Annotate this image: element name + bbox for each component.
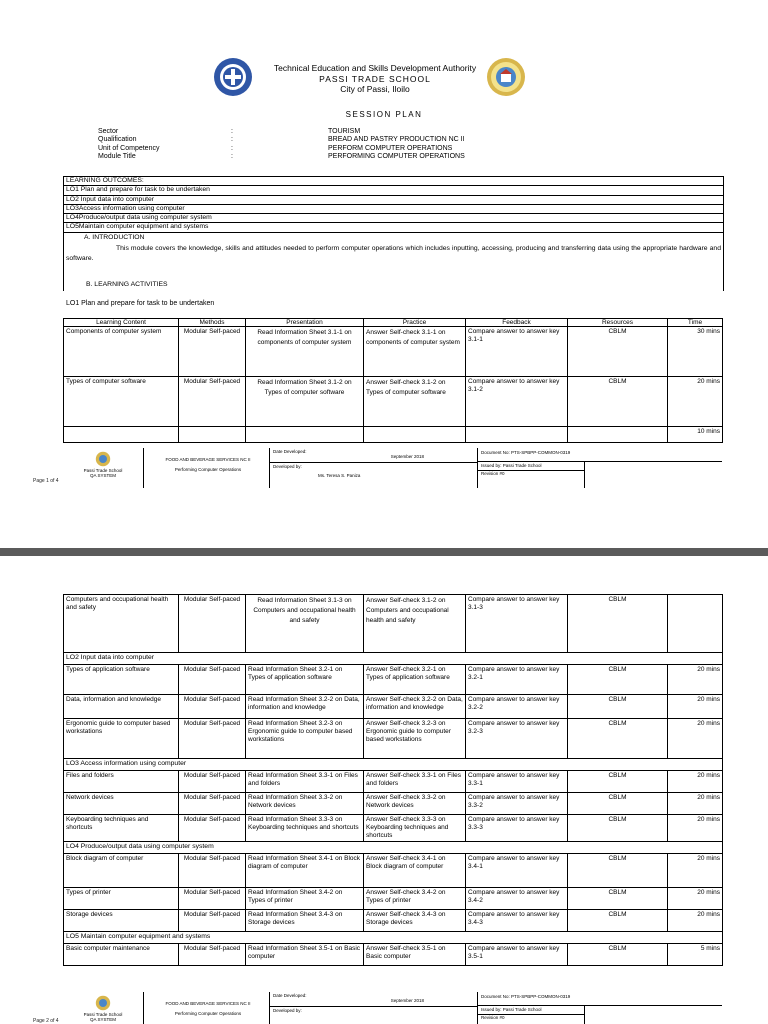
table-row bbox=[64, 665, 723, 695]
info-value: PERFORM COMPUTER OPERATIONS bbox=[328, 144, 453, 152]
empty-cell bbox=[466, 427, 568, 443]
footer-subject: Performing Computer Operations bbox=[174, 1011, 242, 1016]
table-row bbox=[64, 888, 723, 910]
cell-practice: Answer Self-check 3.3-3 on Keyboarding techniques and shortcuts bbox=[364, 815, 466, 842]
table-row bbox=[64, 793, 723, 815]
empty-cell bbox=[364, 427, 466, 443]
empty-cell bbox=[246, 427, 364, 443]
cell-methods: Modular Self-paced bbox=[179, 719, 246, 759]
school-seal-icon bbox=[486, 57, 526, 97]
footer-revision: Revision #0 bbox=[477, 471, 585, 488]
cell-methods: Modular Self-paced bbox=[179, 665, 246, 695]
cell-content: Storage devices bbox=[64, 910, 179, 932]
cell-feedback: Compare answer to answer key 3.2-3 bbox=[466, 719, 568, 759]
cell-resources: CBLM bbox=[568, 944, 668, 966]
cell-practice: Answer Self-check 3.4-3 on Storage devices bbox=[364, 910, 466, 932]
cell-presentation: Read Information Sheet 3.4-3 on Storage devices bbox=[246, 910, 364, 932]
plan-info bbox=[98, 128, 465, 162]
cell-time: 20 mins bbox=[668, 719, 723, 759]
outcome-item: LO2 Input data into computer bbox=[64, 196, 723, 205]
cell-content: Ergonomic guide to computer based workstations bbox=[64, 719, 179, 759]
cell-methods: Modular Self-paced bbox=[179, 327, 246, 377]
footer-qa: QA SYSTEM bbox=[89, 1017, 116, 1022]
lo1-heading: LO1 Plan and prepare for task to be undertaken bbox=[66, 300, 215, 307]
document-page-2 bbox=[0, 556, 768, 1024]
footer-date-value: September 2018 bbox=[390, 998, 424, 1003]
cell-content: Network devices bbox=[64, 793, 179, 815]
introduction-text-first: This module covers the knowledge, skills and attitudes needed to perform computer operations which includes inputting, accessing, producing and bbox=[116, 244, 560, 252]
cell-time: 20 mins bbox=[668, 695, 723, 719]
cell-feedback: Compare answer to answer key 3.2-1 bbox=[466, 665, 568, 695]
cell-practice: Answer Self-check 3.1-2 on Types of computer software bbox=[364, 377, 466, 427]
cell-presentation: Read Information Sheet 3.1-1 on components of computer system bbox=[246, 327, 364, 377]
empty-cell bbox=[179, 427, 246, 443]
lo-heading: LO3 Access information using computer bbox=[64, 759, 723, 771]
authority-name: Technical Education and Skills Development Authority bbox=[273, 63, 477, 73]
column-header: Practice bbox=[364, 319, 466, 327]
cell-resources: CBLM bbox=[568, 719, 668, 759]
cell-time: 20 mins bbox=[668, 854, 723, 888]
cell-practice: Answer Self-check 3.2-3 on Ergonomic guide to computer based workstations bbox=[364, 719, 466, 759]
cell-methods: Modular Self-paced bbox=[179, 793, 246, 815]
cell-presentation: Read Information Sheet 3.5-1 on Basic computer bbox=[246, 944, 364, 966]
cell-time: 20 mins bbox=[668, 377, 723, 427]
cell-presentation: Read Information Sheet 3.4-1 on Block diagram of computer bbox=[246, 854, 364, 888]
footer-date-value: September 2018 bbox=[390, 454, 424, 459]
cell-presentation: Read Information Sheet 3.3-1 on Files and folders bbox=[246, 771, 364, 793]
lo-heading-row bbox=[64, 653, 723, 665]
footer-document-no: Document No: PTS-SPBPP-COMMON-0319 bbox=[477, 448, 722, 462]
empty-cell bbox=[568, 427, 668, 443]
cell-presentation: Read Information Sheet 3.1-3 on Computers and occupational health and safety bbox=[246, 595, 364, 653]
table-row bbox=[64, 377, 723, 427]
cell-practice: Answer Self-check 3.4-2 on Types of printer bbox=[364, 888, 466, 910]
school-seal-icon bbox=[95, 451, 111, 467]
cell-resources: CBLM bbox=[568, 665, 668, 695]
table-row bbox=[64, 327, 723, 377]
document-footer bbox=[63, 448, 722, 488]
school-city: City of Passi, Iloilo bbox=[340, 84, 410, 94]
cell-feedback: Compare answer to answer key 3.1-3 bbox=[466, 595, 568, 653]
cell-content: Basic computer maintenance bbox=[64, 944, 179, 966]
cell-presentation: Read Information Sheet 3.2-1 on Types of application software bbox=[246, 665, 364, 695]
lo-heading: LO5 Maintain computer equipment and systems bbox=[64, 932, 723, 944]
cell-methods: Modular Self-paced bbox=[179, 854, 246, 888]
cell-content: Data, information and knowledge bbox=[64, 695, 179, 719]
info-row bbox=[98, 136, 465, 144]
cell-resources: CBLM bbox=[568, 595, 668, 653]
info-value: BREAD AND PASTRY PRODUCTION NC II bbox=[328, 136, 465, 144]
table-row bbox=[64, 815, 723, 842]
footer-document-no: Document No: PTS-SPBPP-COMMON-0319 bbox=[477, 992, 722, 1006]
cell-time bbox=[668, 595, 723, 653]
lo-heading: LO4 Produce/output data using computer system bbox=[64, 842, 723, 854]
cell-methods: Modular Self-paced bbox=[179, 944, 246, 966]
info-label: Sector bbox=[98, 128, 119, 135]
cell-time: 5 mins bbox=[668, 944, 723, 966]
column-header: Time bbox=[668, 319, 723, 327]
activities-table-page-2 bbox=[63, 594, 723, 966]
cell-content: Components of computer system bbox=[64, 327, 179, 377]
cell-content: Keyboarding techniques and shortcuts bbox=[64, 815, 179, 842]
cell-feedback: Compare answer to answer key 3.4-3 bbox=[466, 910, 568, 932]
cell-time: 20 mins bbox=[668, 665, 723, 695]
cell-feedback: Compare answer to answer key 3.3-3 bbox=[466, 815, 568, 842]
column-header: Feedback bbox=[466, 319, 568, 327]
cell-resources: CBLM bbox=[568, 815, 668, 842]
info-label: Module Title bbox=[98, 153, 136, 161]
footer-revision: Revision #0 bbox=[477, 1015, 585, 1024]
cell-methods: Modular Self-paced bbox=[179, 595, 246, 653]
cell-practice: Answer Self-check 3.1-1 on components of computer system bbox=[364, 327, 466, 377]
table-row bbox=[64, 771, 723, 793]
table-row bbox=[64, 427, 723, 443]
cell-practice: Answer Self-check 3.4-1 on Block diagram of computer bbox=[364, 854, 466, 888]
table-row bbox=[64, 695, 723, 719]
cell-content: Files and folders bbox=[64, 771, 179, 793]
outcome-item: LO5Maintain computer equipment and systems bbox=[64, 223, 723, 232]
introduction-text bbox=[64, 242, 723, 264]
cell-resources: CBLM bbox=[568, 377, 668, 427]
cell-practice: Answer Self-check 3.3-1 on Files and folders bbox=[364, 771, 466, 793]
document-header bbox=[0, 54, 768, 104]
footer-course: FOOD AND BEVERAGE SERVICES NC II bbox=[165, 457, 251, 462]
lo-heading: LO2 Input data into computer bbox=[64, 653, 723, 665]
cell-time: 10 mins bbox=[668, 427, 723, 443]
outcome-item: LO3Access information using computer bbox=[64, 205, 723, 214]
session-plan-title: SESSION PLAN bbox=[345, 110, 423, 119]
info-row bbox=[98, 145, 465, 153]
cell-resources: CBLM bbox=[568, 854, 668, 888]
table-row bbox=[64, 854, 723, 888]
cell-time: 20 mins bbox=[668, 888, 723, 910]
cell-time: 20 mins bbox=[668, 771, 723, 793]
cell-feedback: Compare answer to answer key 3.1-1 bbox=[466, 327, 568, 377]
cell-resources: CBLM bbox=[568, 327, 668, 377]
cell-practice: Answer Self-check 3.2-1 on Types of application software bbox=[364, 665, 466, 695]
school-name: PASSI TRADE SCHOOL bbox=[319, 73, 431, 84]
cell-feedback: Compare answer to answer key 3.3-1 bbox=[466, 771, 568, 793]
cell-practice: Answer Self-check 3.1-2 on Computers and occupational health and safety bbox=[364, 595, 466, 653]
cell-time: 20 mins bbox=[668, 815, 723, 842]
cell-content: Types of computer software bbox=[64, 377, 179, 427]
table-row bbox=[64, 595, 723, 653]
cell-content: Computers and occupational health and safety bbox=[64, 595, 179, 653]
cell-content: Types of printer bbox=[64, 888, 179, 910]
footer-school: Passi Trade School bbox=[83, 468, 123, 473]
outcome-item: LO1 Plan and prepare for task to be undertaken bbox=[64, 186, 723, 195]
footer-issued-by: Issued by: Passi Trade School bbox=[477, 462, 585, 471]
lo-heading-row bbox=[64, 932, 723, 944]
cell-presentation: Read Information Sheet 3.4-2 on Types of printer bbox=[246, 888, 364, 910]
cell-time: 20 mins bbox=[668, 793, 723, 815]
cell-presentation: Read Information Sheet 3.2-2 on Data, information and knowledge bbox=[246, 695, 364, 719]
cell-feedback: Compare answer to answer key 3.1-2 bbox=[466, 377, 568, 427]
footer-qa: QA SYSTEM bbox=[89, 473, 116, 478]
cell-resources: CBLM bbox=[568, 793, 668, 815]
cell-resources: CBLM bbox=[568, 771, 668, 793]
cell-methods: Modular Self-paced bbox=[179, 377, 246, 427]
cell-presentation: Read Information Sheet 3.1-2 on Types of computer software bbox=[246, 377, 364, 427]
info-colon: : bbox=[231, 128, 233, 135]
info-colon: : bbox=[231, 153, 233, 161]
cell-practice: Answer Self-check 3.2-2 on Data, information and knowledge bbox=[364, 695, 466, 719]
table-row bbox=[64, 719, 723, 759]
cell-practice: Answer Self-check 3.3-2 on Network devices bbox=[364, 793, 466, 815]
lo-heading-row bbox=[64, 842, 723, 854]
table-row bbox=[64, 910, 723, 932]
cell-methods: Modular Self-paced bbox=[179, 695, 246, 719]
footer-date-label: Date Developed: bbox=[273, 993, 307, 998]
cell-methods: Modular Self-paced bbox=[179, 815, 246, 842]
cell-content: Types of application software bbox=[64, 665, 179, 695]
cell-resources: CBLM bbox=[568, 888, 668, 910]
school-seal-icon bbox=[95, 995, 111, 1011]
footer-developer: Ms. Teresa S. Paniza bbox=[318, 473, 361, 478]
footer-subject: Performing Computer Operations bbox=[174, 467, 242, 472]
cell-feedback: Compare answer to answer key 3.5-1 bbox=[466, 944, 568, 966]
column-header: Learning Content bbox=[64, 319, 179, 327]
outcomes-heading: LEARNING OUTCOMES: bbox=[64, 177, 723, 186]
footer-developed-label: Developed by: bbox=[273, 1008, 302, 1013]
info-row bbox=[98, 153, 465, 161]
introduction-heading: A. INTRODUCTION bbox=[84, 233, 145, 241]
cell-methods: Modular Self-paced bbox=[179, 888, 246, 910]
cell-presentation: Read Information Sheet 3.3-3 on Keyboarding techniques and shortcuts bbox=[246, 815, 364, 842]
cell-feedback: Compare answer to answer key 3.4-1 bbox=[466, 854, 568, 888]
lo-heading-row bbox=[64, 759, 723, 771]
footer-school: Passi Trade School bbox=[83, 1012, 123, 1017]
footer-course: FOOD AND BEVERAGE SERVICES NC II bbox=[165, 1001, 251, 1006]
footer-issued-by: Issued by: Passi Trade School bbox=[477, 1006, 585, 1015]
cell-feedback: Compare answer to answer key 3.3-2 bbox=[466, 793, 568, 815]
outcome-item: LO4Produce/output data using computer system bbox=[64, 214, 723, 223]
table-row bbox=[64, 944, 723, 966]
cell-time: 30 mins bbox=[668, 327, 723, 377]
footer-developed-label: Developed by: bbox=[273, 464, 302, 469]
page-number: Page 2 of 4 bbox=[33, 1018, 59, 1024]
info-value: TOURISM bbox=[328, 128, 361, 135]
activities-heading: B. LEARNING ACTIVITIES bbox=[86, 281, 168, 288]
cell-resources: CBLM bbox=[568, 695, 668, 719]
column-header: Methods bbox=[179, 319, 246, 327]
info-colon: : bbox=[231, 144, 233, 152]
introduction-text-rest: transferring data using the appropriate hardware and software. bbox=[66, 244, 721, 262]
info-row bbox=[98, 128, 465, 136]
column-header: Presentation bbox=[246, 319, 364, 327]
info-label: Qualification bbox=[98, 136, 137, 144]
cell-methods: Modular Self-paced bbox=[179, 771, 246, 793]
cell-presentation: Read Information Sheet 3.3-2 on Network devices bbox=[246, 793, 364, 815]
info-colon: : bbox=[231, 136, 233, 144]
cell-feedback: Compare answer to answer key 3.4-2 bbox=[466, 888, 568, 910]
column-header: Resources bbox=[568, 319, 668, 327]
cell-presentation: Read Information Sheet 3.2-3 on Ergonomic guide to computer based workstations bbox=[246, 719, 364, 759]
activities-table-page-1 bbox=[63, 318, 723, 443]
info-label: Unit of Competency bbox=[98, 144, 160, 152]
cell-content: Block diagram of computer bbox=[64, 854, 179, 888]
learning-outcomes-box bbox=[63, 176, 724, 291]
cell-methods: Modular Self-paced bbox=[179, 910, 246, 932]
footer-date-label: Date Developed: bbox=[273, 449, 307, 454]
empty-cell bbox=[64, 427, 179, 443]
cell-resources: CBLM bbox=[568, 910, 668, 932]
document-footer bbox=[63, 992, 722, 1024]
info-value: PERFORMING COMPUTER OPERATIONS bbox=[328, 153, 465, 161]
page-number: Page 1 of 4 bbox=[33, 478, 59, 484]
cell-feedback: Compare answer to answer key 3.2-2 bbox=[466, 695, 568, 719]
cell-practice: Answer Self-check 3.5-1 on Basic computer bbox=[364, 944, 466, 966]
cell-time: 20 mins bbox=[668, 910, 723, 932]
